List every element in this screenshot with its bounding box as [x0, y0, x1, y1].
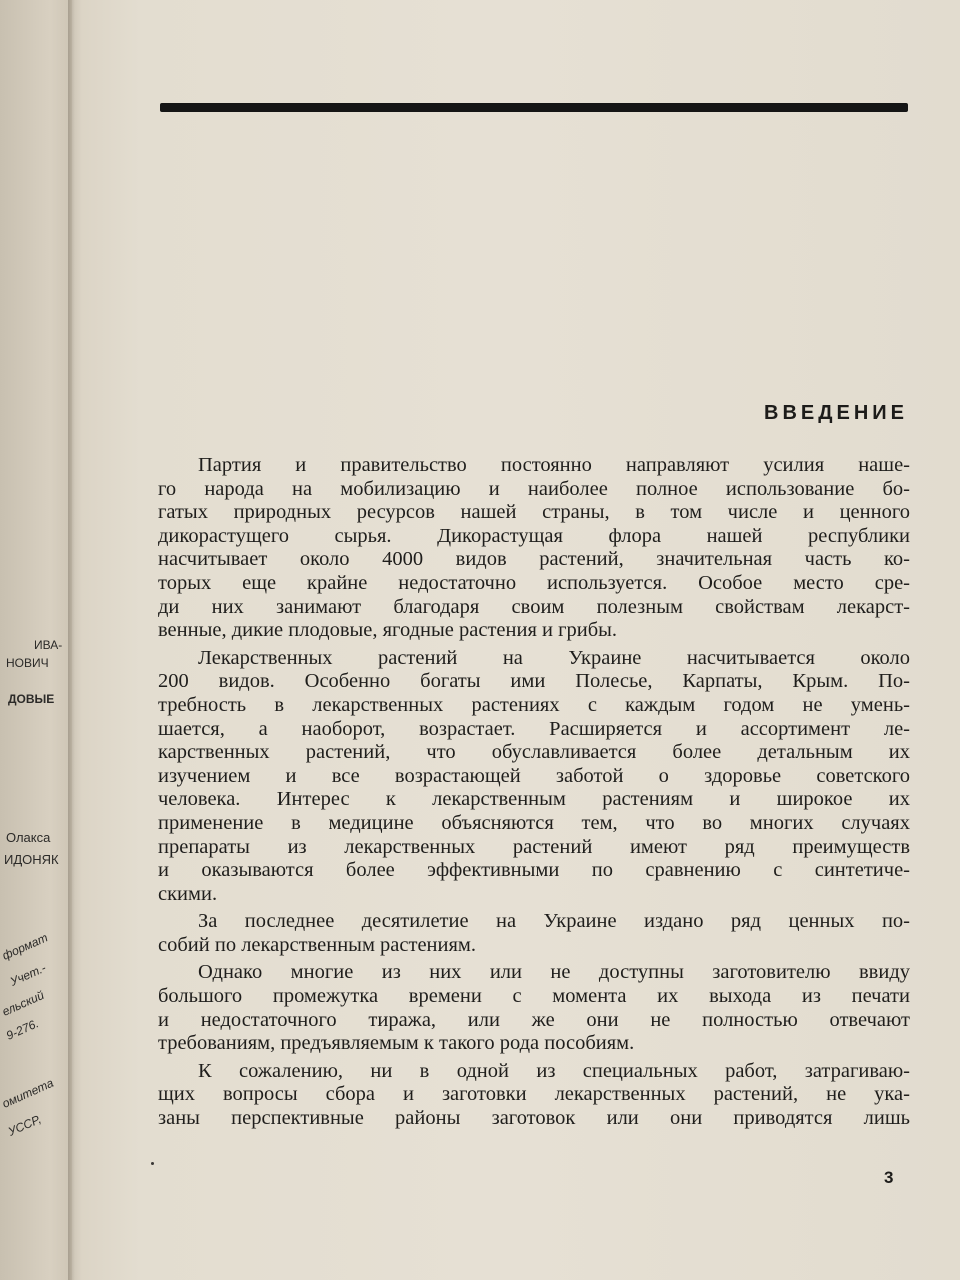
- left-page-fragment: Олакса: [6, 830, 51, 845]
- left-page-fragment: ДОВЫЕ: [8, 692, 55, 706]
- text-line: гатых природных ресурсов нашей страны, в том числе и ценного: [158, 501, 910, 524]
- left-page-fragment: Учет.-: [8, 960, 49, 989]
- chapter-rule: [160, 103, 908, 112]
- text-line: и оказываются более эффективными по сравнению с синтетиче-: [158, 859, 910, 882]
- text-line: Однако многие из них или не доступны заготовителю ввиду: [198, 961, 910, 984]
- text-line: собий по лекарственным растениям.: [158, 933, 477, 956]
- left-page-fragment: ИДОНЯК: [4, 852, 59, 867]
- text-line: го народа на мобилизацию и наиболее полное использование бо-: [158, 477, 910, 500]
- text-line: венные, дикие плодовые, ягодные растения и грибы.: [158, 619, 618, 642]
- text-line: торых еще крайне недостаточно используется. Особое место сре-: [158, 571, 910, 594]
- body-text: [158, 454, 910, 1135]
- text-line: Партия и правительство постоянно направляют усилия наше-: [198, 454, 910, 476]
- left-page-fragment: омитета: [0, 1075, 56, 1111]
- text-line: карственных растений, что обуславливается более детальным их: [158, 741, 910, 764]
- text-line: дикорастущего сырья. Дикорастущая флора нашей республики: [158, 524, 910, 547]
- text-line: скими.: [158, 882, 218, 905]
- left-page-fragment: УССР,: [6, 1111, 44, 1139]
- text-line: применение в медицине объясняются тем, что во многих случаях: [158, 811, 910, 834]
- paragraph: [158, 454, 910, 643]
- text-line: За последнее десятилетие на Украине издано ряд ценных по-: [198, 910, 910, 933]
- text-line: большого промежутка времени с момента их выхода из печати: [158, 985, 910, 1008]
- text-line: и недостаточного тиража, или же они не полностью отвечают: [158, 1008, 910, 1031]
- paragraph: [158, 910, 910, 957]
- text-line: К сожалению, ни в одной из специальных работ, затрагиваю-: [198, 1059, 910, 1082]
- text-line: насчитывает около 4000 видов растений, значительная часть ко-: [158, 548, 910, 571]
- text-line: требность в лекарственных растениях с каждым годом не умень-: [158, 693, 910, 716]
- text-line: заны перспективные районы заготовок или они приводятся лишь: [158, 1107, 910, 1130]
- text-line: щих вопросы сбора и заготовки лекарственных растений, не ука-: [158, 1083, 910, 1106]
- text-line: шается, а наоборот, возрастает. Расширяется и ассортимент ле-: [158, 717, 910, 740]
- text-line: изучением и все возрастающей заботой о здоровье советского: [158, 764, 910, 787]
- text-line: 200 видов. Особенно богаты ими Полесье, Карпаты, Крым. По-: [158, 670, 910, 693]
- text-line: препараты из лекарственных растений имеют ряд преимуществ: [158, 835, 910, 858]
- print-speck: [151, 1162, 154, 1165]
- text-line: требованиям, предъявляемым к такого рода пособиям.: [158, 1032, 635, 1055]
- book-spine-shadow: [68, 0, 82, 1280]
- left-page-edge: [0, 0, 72, 1280]
- left-page-fragment: ИВА-: [34, 638, 63, 652]
- text-line: человека. Интерес к лекарственным растениям и широкое их: [158, 788, 910, 811]
- chapter-heading: ВВЕДЕНИЕ: [764, 402, 908, 424]
- left-page-fragment: формат: [0, 930, 50, 963]
- left-page-fragment: ельский: [0, 987, 47, 1019]
- paragraph: [158, 1060, 910, 1131]
- text-line: Лекарственных растений на Украине насчитывается около: [198, 646, 910, 669]
- left-page-fragment: 9-276.: [4, 1016, 41, 1043]
- text-line: ди них занимают благодаря своим полезным свойствам лекарст-: [158, 595, 910, 618]
- paragraph: [158, 647, 910, 907]
- page-number: 3: [884, 1168, 894, 1187]
- paragraph: [158, 961, 910, 1055]
- left-page-fragment: НОВИЧ: [6, 656, 49, 670]
